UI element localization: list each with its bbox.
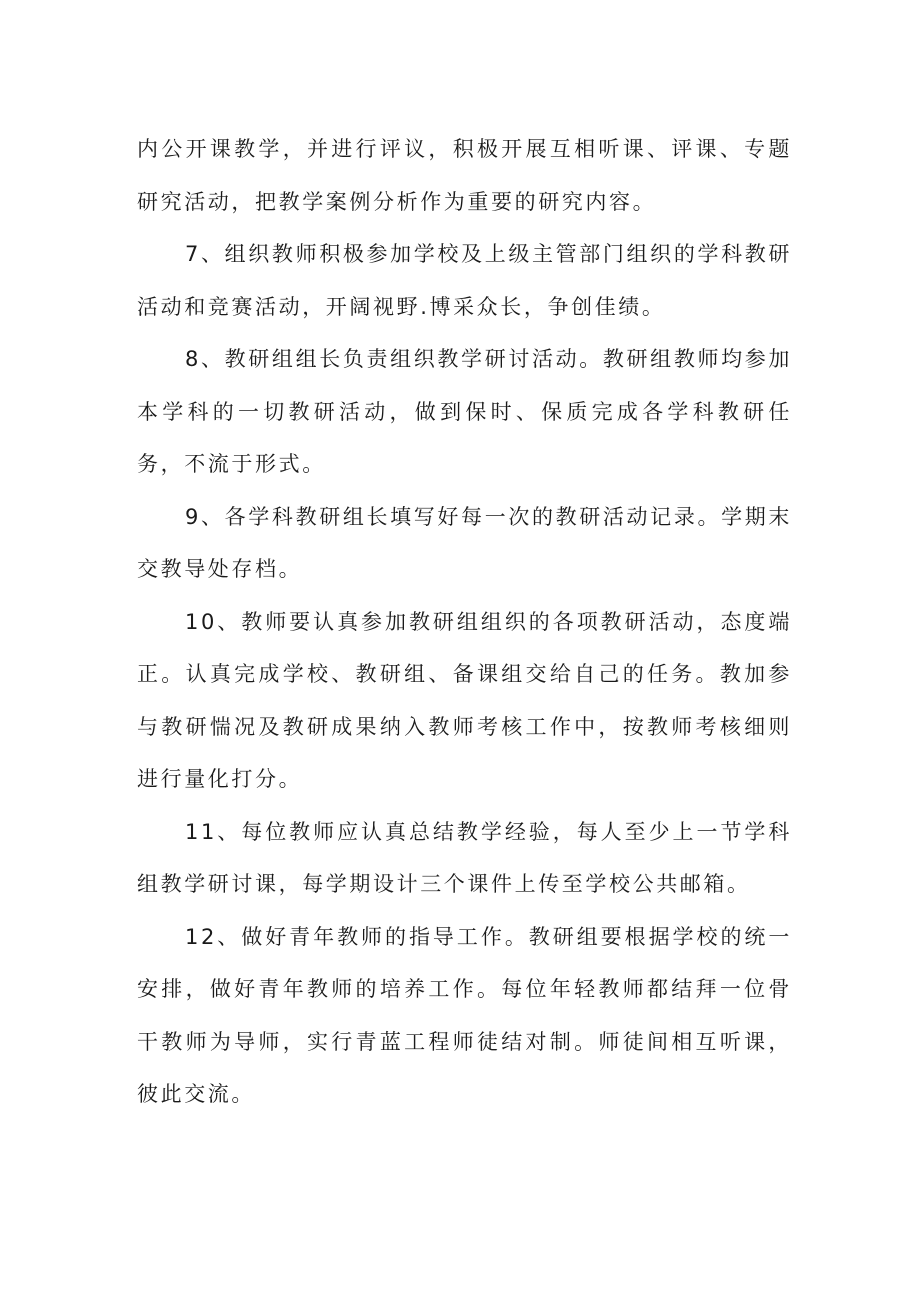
document-body	[137, 123, 792, 1121]
paragraph-item-7: 7、组织教师积极参加学校及上级主管部门组织的学科教研活动和竞赛活动，开阔视野.博采众长，争创佳绩。	[137, 242, 792, 319]
paragraph-item-10: 10、教师要认真参加教研组组织的各项教研活动，态度端正。认真完成学校、教研组、备课组交给自己的任务。教加参与教研惴况及教研成果纳入教师考核工作中，按教师考核细则进行量化打分。	[137, 609, 792, 791]
paragraph-item-8: 8、教研组组长负责组织教学研讨活动。教研组教师均参加本学科的一切教研活动，做到保时、保质完成各学科教研任务，不流于形式。	[137, 347, 792, 476]
paragraph-continuation: 内公开课教学，并进行评议，积极开展互相听课、评课、专题研究活动，把教学案例分析作为重要的研究内容。	[137, 137, 792, 214]
paragraph-item-12: 12、做好青年教师的指导工作。教研组要根据学校的统一安排，做好青年教师的培养工作。每位年轻教师都结拜一位骨干教师为导师，实行青蓝工程师徒结对制。师徒间相互听课，彼此交流。	[137, 924, 792, 1106]
paragraph-item-9: 9、各学科教研组长填写好每一次的教研活动记录。学期末交教导处存档。	[137, 504, 792, 581]
paragraph-item-11: 11、每位教师应认真总结教学经验，每人至少上一节学科组教学研讨课，每学期设计三个课件上传至学校公共邮箱。	[137, 819, 792, 896]
